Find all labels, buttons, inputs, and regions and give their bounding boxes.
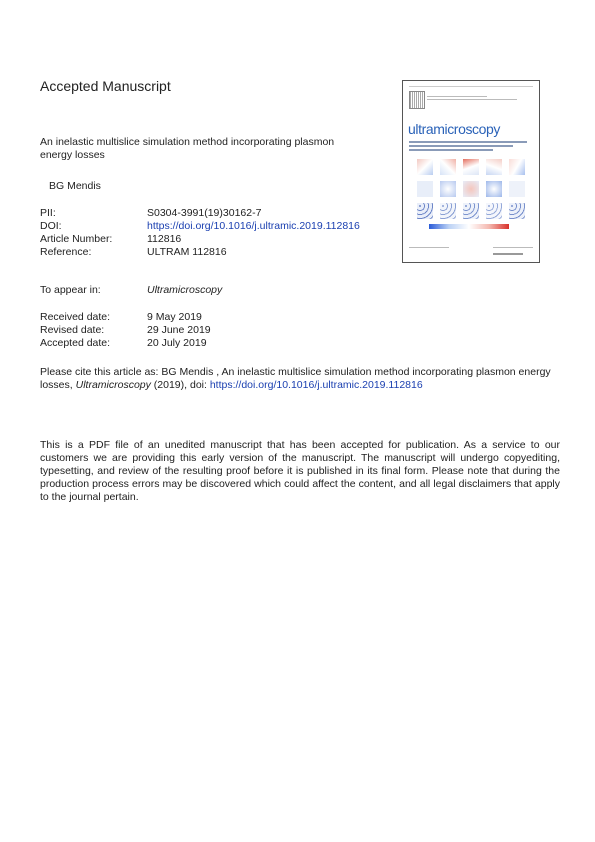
publisher-logo-icon bbox=[409, 91, 425, 109]
article-number-value: 112816 bbox=[147, 233, 182, 245]
dates-block bbox=[0, 311, 400, 351]
appear-in-journal: Ultramicroscopy bbox=[147, 284, 223, 296]
citation-suffix: (2019), doi: bbox=[150, 379, 210, 391]
cover-rule bbox=[409, 86, 533, 89]
identifiers-block bbox=[0, 207, 400, 263]
cover-description bbox=[409, 140, 533, 151]
revised-date-label: Revised date: bbox=[40, 324, 105, 336]
pii-value: S0304-3991(19)30162-7 bbox=[147, 207, 262, 219]
cover-publisher-info bbox=[427, 95, 527, 100]
doi-label: DOI: bbox=[40, 220, 62, 232]
received-date-value: 9 May 2019 bbox=[147, 311, 202, 323]
article-number-label: Article Number: bbox=[40, 233, 113, 245]
received-date-label: Received date: bbox=[40, 311, 111, 323]
citation-prefix: Please cite this article as: BG Mendis , An inelastic multislice simulation method incorporating plasmon energy losses, bbox=[40, 366, 551, 391]
citation-paragraph bbox=[40, 366, 560, 392]
appear-in-row bbox=[0, 284, 400, 297]
pii-label: PII: bbox=[40, 207, 56, 219]
accepted-date-value: 20 July 2019 bbox=[147, 337, 207, 349]
citation-journal: Ultramicroscopy bbox=[75, 379, 151, 391]
journal-cover-image bbox=[402, 80, 540, 263]
article-title: An inelastic multislice simulation method incorporating plasmon energy losses bbox=[40, 136, 335, 161]
reference-label: Reference: bbox=[40, 246, 92, 258]
disclaimer-paragraph: This is a PDF file of an unedited manuscript that has been accepted for publication. As a service to our customers we are providing this early version of the manuscript. The manuscript will undergo copyediting, typesetting, and review of the resulting proof before it is published in its final form. Please note that during the production process errors may be discovered which could affect the content, and all legal disclaimers that apply to the journal pertain. bbox=[40, 439, 560, 503]
accepted-date-label: Accepted date: bbox=[40, 337, 111, 349]
revised-date-value: 29 June 2019 bbox=[147, 324, 211, 336]
citation-doi-link[interactable]: https://doi.org/10.1016/j.ultramic.2019.112816 bbox=[209, 379, 423, 391]
reference-value: ULTRAM 112816 bbox=[147, 246, 227, 258]
doi-link[interactable]: https://doi.org/10.1016/j.ultramic.2019.112816 bbox=[147, 220, 360, 232]
appear-in-label: To appear in: bbox=[40, 284, 101, 296]
cover-journal-name: ultramicroscopy bbox=[408, 121, 501, 137]
article-authors: BG Mendis bbox=[49, 180, 101, 192]
cover-colorbar bbox=[429, 224, 509, 229]
page-heading: Accepted Manuscript bbox=[40, 78, 171, 94]
